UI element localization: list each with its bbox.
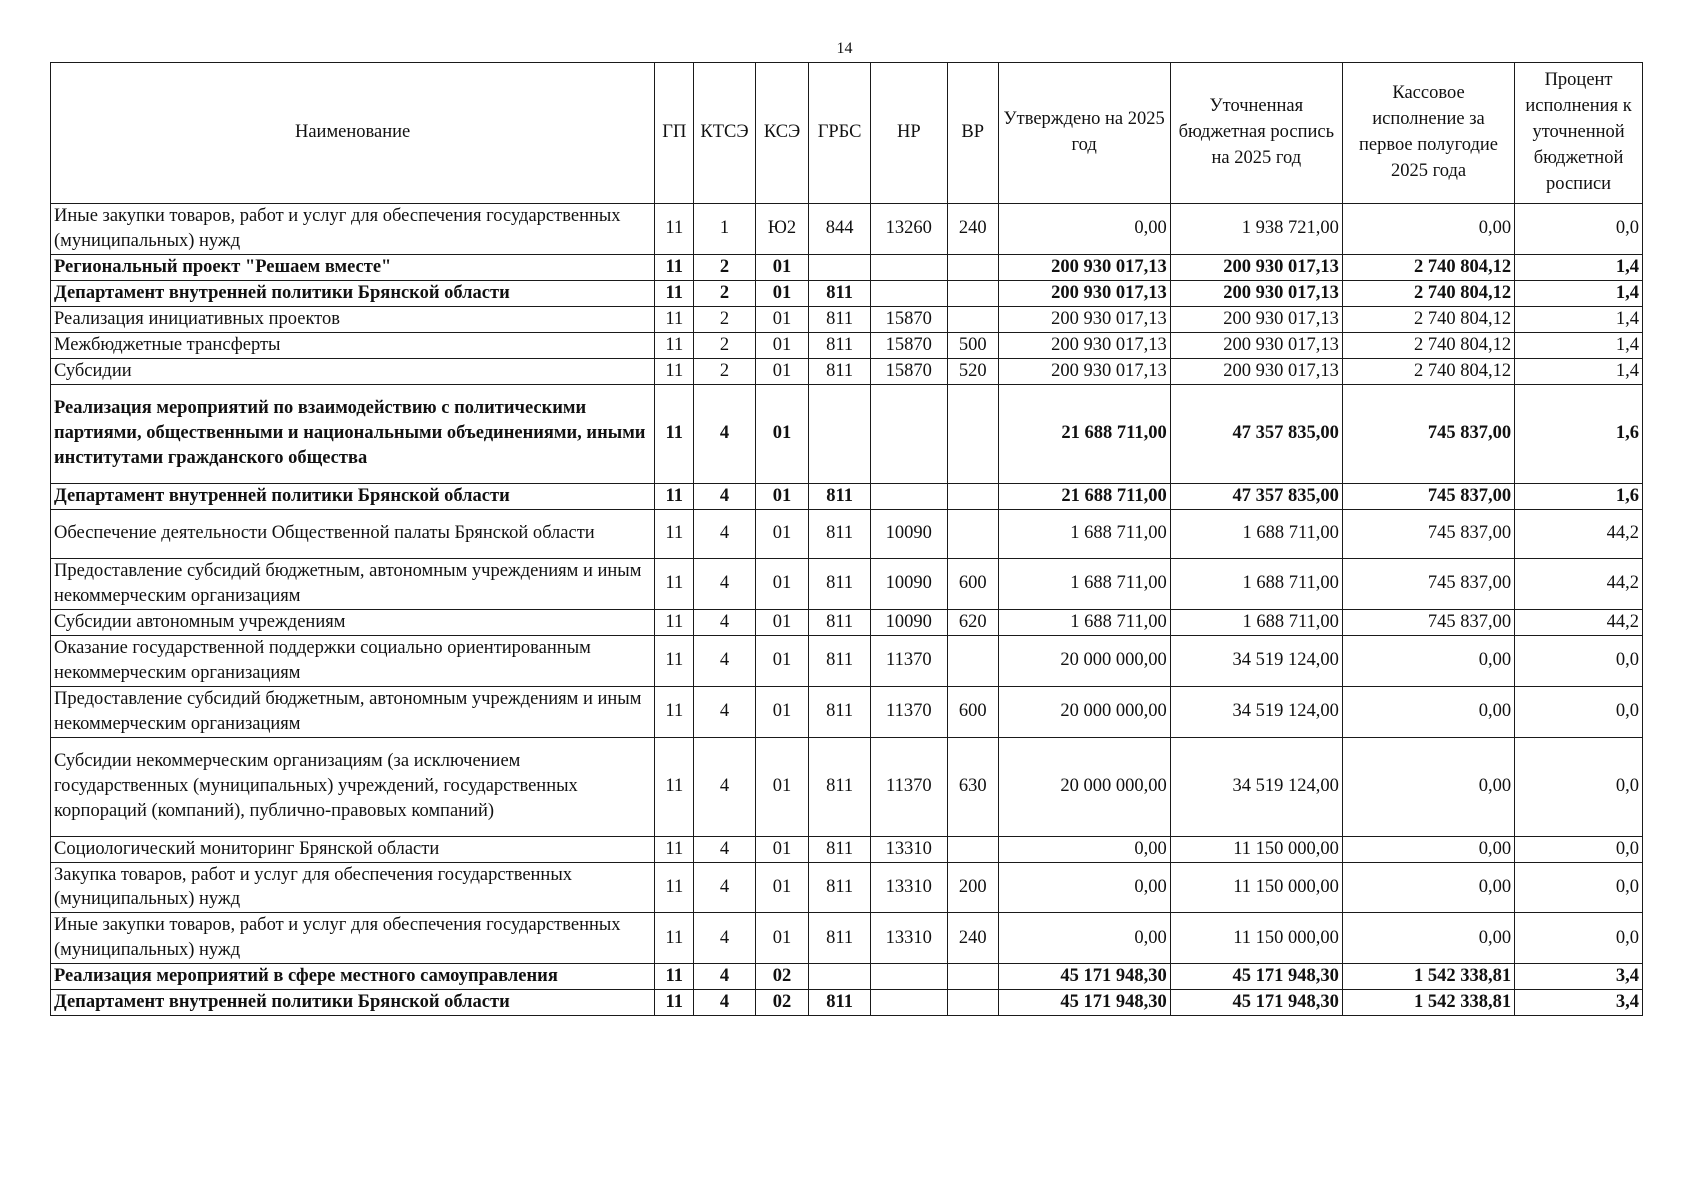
cell-nr: 13260 bbox=[870, 204, 947, 255]
table-row bbox=[51, 964, 1643, 990]
cell-cash: 0,00 bbox=[1342, 737, 1514, 836]
cell-approved: 200 930 017,13 bbox=[998, 358, 1170, 384]
cell-gp: 11 bbox=[655, 990, 694, 1016]
table-row bbox=[51, 686, 1643, 737]
cell-vr bbox=[947, 384, 998, 483]
cell-vr: 240 bbox=[947, 913, 998, 964]
cell-name: Реализация мероприятий по взаимодействию с политическими партиями, общественными и национальными объединениями, иными институтами гражданского общества bbox=[51, 384, 655, 483]
header-cash: Кассовое исполнение за первое полугодие 2025 года bbox=[1342, 63, 1514, 204]
cell-ktse: 2 bbox=[694, 306, 755, 332]
table-row bbox=[51, 913, 1643, 964]
cell-vr bbox=[947, 306, 998, 332]
cell-refined: 47 357 835,00 bbox=[1170, 483, 1342, 509]
cell-nr: 15870 bbox=[870, 306, 947, 332]
cell-approved: 20 000 000,00 bbox=[998, 737, 1170, 836]
cell-ktse: 2 bbox=[694, 358, 755, 384]
cell-vr: 620 bbox=[947, 609, 998, 635]
cell-kse: 01 bbox=[755, 384, 809, 483]
cell-percent: 44,2 bbox=[1515, 609, 1643, 635]
cell-gp: 11 bbox=[655, 280, 694, 306]
cell-gp: 11 bbox=[655, 609, 694, 635]
cell-cash: 0,00 bbox=[1342, 686, 1514, 737]
cell-nr bbox=[870, 483, 947, 509]
table-row bbox=[51, 483, 1643, 509]
cell-cash: 2 740 804,12 bbox=[1342, 254, 1514, 280]
cell-cash: 0,00 bbox=[1342, 913, 1514, 964]
cell-nr: 11370 bbox=[870, 635, 947, 686]
header-grbs: ГРБС bbox=[809, 63, 870, 204]
cell-name: Департамент внутренней политики Брянской области bbox=[51, 990, 655, 1016]
table-row bbox=[51, 509, 1643, 558]
table-row bbox=[51, 358, 1643, 384]
cell-gp: 11 bbox=[655, 332, 694, 358]
cell-percent: 1,4 bbox=[1515, 306, 1643, 332]
cell-percent: 1,6 bbox=[1515, 483, 1643, 509]
cell-gp: 11 bbox=[655, 306, 694, 332]
cell-ktse: 4 bbox=[694, 558, 755, 609]
table-row bbox=[51, 332, 1643, 358]
cell-refined: 200 930 017,13 bbox=[1170, 306, 1342, 332]
table-row bbox=[51, 558, 1643, 609]
cell-grbs: 811 bbox=[809, 836, 870, 862]
cell-percent: 0,0 bbox=[1515, 686, 1643, 737]
budget-table bbox=[50, 62, 1643, 1016]
cell-refined: 34 519 124,00 bbox=[1170, 686, 1342, 737]
table-row bbox=[51, 384, 1643, 483]
cell-approved: 0,00 bbox=[998, 836, 1170, 862]
cell-approved: 20 000 000,00 bbox=[998, 635, 1170, 686]
cell-vr bbox=[947, 254, 998, 280]
cell-name: Субсидии некоммерческим организациям (за исключением государственных (муниципальных) учреждений, государственных корпораций (компаний), публично-правовых компаний) bbox=[51, 737, 655, 836]
cell-ktse: 4 bbox=[694, 483, 755, 509]
cell-gp: 11 bbox=[655, 686, 694, 737]
cell-approved: 20 000 000,00 bbox=[998, 686, 1170, 737]
header-refined: Уточненная бюджетная роспись на 2025 год bbox=[1170, 63, 1342, 204]
cell-approved: 0,00 bbox=[998, 913, 1170, 964]
cell-approved: 200 930 017,13 bbox=[998, 254, 1170, 280]
cell-name: Предоставление субсидий бюджетным, автономным учреждениям и иным некоммерческим организациям bbox=[51, 558, 655, 609]
cell-kse: 01 bbox=[755, 737, 809, 836]
cell-percent: 1,4 bbox=[1515, 358, 1643, 384]
cell-ktse: 4 bbox=[694, 737, 755, 836]
cell-nr: 13310 bbox=[870, 913, 947, 964]
cell-kse: 01 bbox=[755, 358, 809, 384]
cell-name: Департамент внутренней политики Брянской области bbox=[51, 280, 655, 306]
cell-vr bbox=[947, 836, 998, 862]
cell-kse: 01 bbox=[755, 913, 809, 964]
cell-approved: 21 688 711,00 bbox=[998, 483, 1170, 509]
cell-gp: 11 bbox=[655, 635, 694, 686]
header-ktse: КТСЭ bbox=[694, 63, 755, 204]
cell-kse: 01 bbox=[755, 254, 809, 280]
cell-cash: 745 837,00 bbox=[1342, 558, 1514, 609]
cell-vr: 600 bbox=[947, 686, 998, 737]
cell-cash: 0,00 bbox=[1342, 836, 1514, 862]
cell-gp: 11 bbox=[655, 483, 694, 509]
cell-name: Реализация инициативных проектов bbox=[51, 306, 655, 332]
cell-percent: 0,0 bbox=[1515, 204, 1643, 255]
cell-refined: 1 688 711,00 bbox=[1170, 558, 1342, 609]
cell-vr bbox=[947, 990, 998, 1016]
cell-vr: 240 bbox=[947, 204, 998, 255]
cell-name: Иные закупки товаров, работ и услуг для обеспечения государственных (муниципальных) нужд bbox=[51, 913, 655, 964]
cell-gp: 11 bbox=[655, 204, 694, 255]
cell-gp: 11 bbox=[655, 254, 694, 280]
cell-nr bbox=[870, 990, 947, 1016]
cell-gp: 11 bbox=[655, 913, 694, 964]
header-kse: КСЭ bbox=[755, 63, 809, 204]
cell-kse: 01 bbox=[755, 558, 809, 609]
table-row bbox=[51, 990, 1643, 1016]
cell-grbs: 811 bbox=[809, 332, 870, 358]
cell-cash: 0,00 bbox=[1342, 204, 1514, 255]
cell-approved: 200 930 017,13 bbox=[998, 306, 1170, 332]
cell-name: Региональный проект "Решаем вместе" bbox=[51, 254, 655, 280]
cell-name: Социологический мониторинг Брянской области bbox=[51, 836, 655, 862]
cell-approved: 45 171 948,30 bbox=[998, 990, 1170, 1016]
table-row bbox=[51, 862, 1643, 913]
cell-approved: 45 171 948,30 bbox=[998, 964, 1170, 990]
cell-grbs: 811 bbox=[809, 306, 870, 332]
cell-ktse: 4 bbox=[694, 836, 755, 862]
cell-gp: 11 bbox=[655, 862, 694, 913]
cell-grbs bbox=[809, 254, 870, 280]
cell-vr bbox=[947, 280, 998, 306]
header-approved: Утверждено на 2025 год bbox=[998, 63, 1170, 204]
cell-gp: 11 bbox=[655, 509, 694, 558]
cell-cash: 0,00 bbox=[1342, 635, 1514, 686]
cell-percent: 0,0 bbox=[1515, 913, 1643, 964]
cell-grbs bbox=[809, 964, 870, 990]
header-name: Наименование bbox=[51, 63, 655, 204]
cell-kse: 01 bbox=[755, 609, 809, 635]
cell-percent: 1,4 bbox=[1515, 332, 1643, 358]
table-row bbox=[51, 609, 1643, 635]
cell-name: Предоставление субсидий бюджетным, автономным учреждениям и иным некоммерческим организациям bbox=[51, 686, 655, 737]
cell-grbs: 811 bbox=[809, 358, 870, 384]
cell-gp: 11 bbox=[655, 358, 694, 384]
cell-ktse: 2 bbox=[694, 332, 755, 358]
cell-nr: 10090 bbox=[870, 558, 947, 609]
cell-refined: 200 930 017,13 bbox=[1170, 280, 1342, 306]
cell-name: Иные закупки товаров, работ и услуг для обеспечения государственных (муниципальных) нужд bbox=[51, 204, 655, 255]
cell-refined: 200 930 017,13 bbox=[1170, 358, 1342, 384]
table-row bbox=[51, 635, 1643, 686]
cell-approved: 1 688 711,00 bbox=[998, 609, 1170, 635]
cell-approved: 21 688 711,00 bbox=[998, 384, 1170, 483]
cell-vr: 500 bbox=[947, 332, 998, 358]
cell-refined: 11 150 000,00 bbox=[1170, 836, 1342, 862]
cell-gp: 11 bbox=[655, 964, 694, 990]
cell-ktse: 4 bbox=[694, 964, 755, 990]
cell-grbs: 811 bbox=[809, 635, 870, 686]
cell-ktse: 4 bbox=[694, 686, 755, 737]
cell-approved: 200 930 017,13 bbox=[998, 280, 1170, 306]
cell-gp: 11 bbox=[655, 836, 694, 862]
cell-refined: 47 357 835,00 bbox=[1170, 384, 1342, 483]
cell-nr bbox=[870, 964, 947, 990]
cell-cash: 1 542 338,81 bbox=[1342, 964, 1514, 990]
cell-vr: 200 bbox=[947, 862, 998, 913]
cell-cash: 2 740 804,12 bbox=[1342, 358, 1514, 384]
cell-percent: 44,2 bbox=[1515, 509, 1643, 558]
cell-nr: 10090 bbox=[870, 509, 947, 558]
cell-grbs: 811 bbox=[809, 509, 870, 558]
cell-nr: 15870 bbox=[870, 332, 947, 358]
cell-name: Обеспечение деятельности Общественной палаты Брянской области bbox=[51, 509, 655, 558]
cell-kse: 01 bbox=[755, 483, 809, 509]
cell-nr bbox=[870, 254, 947, 280]
cell-refined: 1 688 711,00 bbox=[1170, 509, 1342, 558]
table-row bbox=[51, 204, 1643, 255]
cell-ktse: 2 bbox=[694, 254, 755, 280]
cell-kse: 02 bbox=[755, 964, 809, 990]
cell-approved: 200 930 017,13 bbox=[998, 332, 1170, 358]
cell-cash: 745 837,00 bbox=[1342, 483, 1514, 509]
cell-refined: 34 519 124,00 bbox=[1170, 635, 1342, 686]
cell-kse: 02 bbox=[755, 990, 809, 1016]
cell-vr bbox=[947, 483, 998, 509]
cell-nr: 13310 bbox=[870, 862, 947, 913]
cell-grbs: 811 bbox=[809, 990, 870, 1016]
cell-percent: 1,6 bbox=[1515, 384, 1643, 483]
cell-refined: 11 150 000,00 bbox=[1170, 862, 1342, 913]
cell-refined: 34 519 124,00 bbox=[1170, 737, 1342, 836]
header-row bbox=[51, 63, 1643, 204]
cell-kse: 01 bbox=[755, 862, 809, 913]
cell-kse: 01 bbox=[755, 686, 809, 737]
cell-gp: 11 bbox=[655, 558, 694, 609]
cell-percent: 3,4 bbox=[1515, 990, 1643, 1016]
cell-cash: 2 740 804,12 bbox=[1342, 332, 1514, 358]
page-number: 14 bbox=[836, 40, 853, 57]
cell-ktse: 4 bbox=[694, 862, 755, 913]
cell-percent: 44,2 bbox=[1515, 558, 1643, 609]
cell-ktse: 4 bbox=[694, 635, 755, 686]
cell-percent: 3,4 bbox=[1515, 964, 1643, 990]
table-header bbox=[51, 63, 1643, 204]
cell-nr: 11370 bbox=[870, 737, 947, 836]
cell-ktse: 2 bbox=[694, 280, 755, 306]
cell-kse: 01 bbox=[755, 332, 809, 358]
cell-vr: 520 bbox=[947, 358, 998, 384]
cell-name: Закупка товаров, работ и услуг для обеспечения государственных (муниципальных) нужд bbox=[51, 862, 655, 913]
cell-grbs: 811 bbox=[809, 609, 870, 635]
cell-kse: 01 bbox=[755, 635, 809, 686]
cell-refined: 45 171 948,30 bbox=[1170, 964, 1342, 990]
cell-percent: 0,0 bbox=[1515, 737, 1643, 836]
table-row bbox=[51, 306, 1643, 332]
cell-kse: 01 bbox=[755, 280, 809, 306]
table-row bbox=[51, 737, 1643, 836]
cell-name: Департамент внутренней политики Брянской области bbox=[51, 483, 655, 509]
cell-cash: 2 740 804,12 bbox=[1342, 306, 1514, 332]
cell-name: Субсидии автономным учреждениям bbox=[51, 609, 655, 635]
cell-refined: 1 688 711,00 bbox=[1170, 609, 1342, 635]
table-body bbox=[51, 204, 1643, 1016]
cell-nr bbox=[870, 280, 947, 306]
cell-approved: 0,00 bbox=[998, 862, 1170, 913]
cell-refined: 11 150 000,00 bbox=[1170, 913, 1342, 964]
table-row bbox=[51, 280, 1643, 306]
cell-refined: 1 938 721,00 bbox=[1170, 204, 1342, 255]
header-percent: Процент исполнения к уточненной бюджетной росписи bbox=[1515, 63, 1643, 204]
cell-vr bbox=[947, 635, 998, 686]
cell-kse: Ю2 bbox=[755, 204, 809, 255]
cell-approved: 1 688 711,00 bbox=[998, 558, 1170, 609]
cell-kse: 01 bbox=[755, 509, 809, 558]
cell-ktse: 4 bbox=[694, 384, 755, 483]
cell-name: Субсидии bbox=[51, 358, 655, 384]
cell-grbs: 811 bbox=[809, 913, 870, 964]
cell-grbs: 844 bbox=[809, 204, 870, 255]
cell-name: Реализация мероприятий в сфере местного самоуправления bbox=[51, 964, 655, 990]
header-vr: ВР bbox=[947, 63, 998, 204]
cell-percent: 1,4 bbox=[1515, 254, 1643, 280]
cell-vr bbox=[947, 964, 998, 990]
cell-ktse: 4 bbox=[694, 509, 755, 558]
cell-nr: 15870 bbox=[870, 358, 947, 384]
cell-vr: 600 bbox=[947, 558, 998, 609]
cell-kse: 01 bbox=[755, 306, 809, 332]
table-row bbox=[51, 254, 1643, 280]
cell-ktse: 1 bbox=[694, 204, 755, 255]
cell-approved: 0,00 bbox=[998, 204, 1170, 255]
cell-kse: 01 bbox=[755, 836, 809, 862]
cell-name: Межбюджетные трансферты bbox=[51, 332, 655, 358]
cell-cash: 745 837,00 bbox=[1342, 384, 1514, 483]
cell-cash: 745 837,00 bbox=[1342, 509, 1514, 558]
cell-cash: 745 837,00 bbox=[1342, 609, 1514, 635]
header-nr: НР bbox=[870, 63, 947, 204]
cell-ktse: 4 bbox=[694, 990, 755, 1016]
cell-approved: 1 688 711,00 bbox=[998, 509, 1170, 558]
cell-grbs: 811 bbox=[809, 483, 870, 509]
cell-percent: 0,0 bbox=[1515, 862, 1643, 913]
cell-refined: 200 930 017,13 bbox=[1170, 254, 1342, 280]
cell-name: Оказание государственной поддержки социально ориентированным некоммерческим организациям bbox=[51, 635, 655, 686]
cell-grbs: 811 bbox=[809, 737, 870, 836]
cell-refined: 45 171 948,30 bbox=[1170, 990, 1342, 1016]
header-gp: ГП bbox=[655, 63, 694, 204]
cell-cash: 1 542 338,81 bbox=[1342, 990, 1514, 1016]
cell-grbs: 811 bbox=[809, 280, 870, 306]
cell-cash: 0,00 bbox=[1342, 862, 1514, 913]
cell-gp: 11 bbox=[655, 737, 694, 836]
cell-grbs: 811 bbox=[809, 686, 870, 737]
cell-vr: 630 bbox=[947, 737, 998, 836]
cell-percent: 0,0 bbox=[1515, 836, 1643, 862]
cell-grbs bbox=[809, 384, 870, 483]
cell-vr bbox=[947, 509, 998, 558]
table-row bbox=[51, 836, 1643, 862]
cell-ktse: 4 bbox=[694, 913, 755, 964]
cell-nr bbox=[870, 384, 947, 483]
cell-grbs: 811 bbox=[809, 862, 870, 913]
cell-nr: 11370 bbox=[870, 686, 947, 737]
cell-grbs: 811 bbox=[809, 558, 870, 609]
cell-percent: 1,4 bbox=[1515, 280, 1643, 306]
cell-gp: 11 bbox=[655, 384, 694, 483]
cell-ktse: 4 bbox=[694, 609, 755, 635]
cell-refined: 200 930 017,13 bbox=[1170, 332, 1342, 358]
cell-cash: 2 740 804,12 bbox=[1342, 280, 1514, 306]
cell-nr: 10090 bbox=[870, 609, 947, 635]
cell-nr: 13310 bbox=[870, 836, 947, 862]
cell-percent: 0,0 bbox=[1515, 635, 1643, 686]
